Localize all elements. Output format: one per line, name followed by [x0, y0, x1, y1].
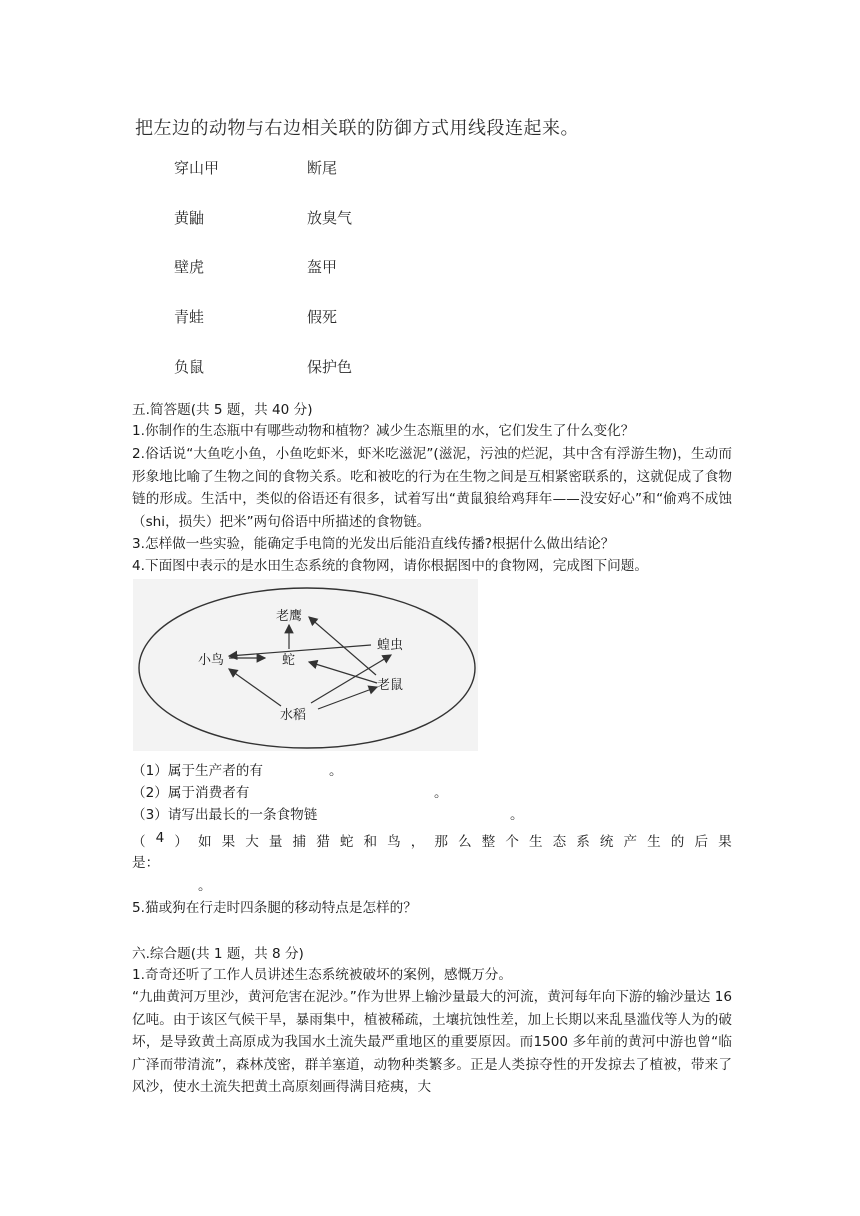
subquestion-2: （2）属于消费者有 — [132, 785, 250, 801]
subquestion-4-char: 4 — [155, 830, 165, 846]
subquestion-4-period: 。 — [198, 878, 212, 894]
defense-item: 放臭气 — [307, 209, 353, 227]
node-locust: 蝗虫 — [377, 638, 404, 653]
animal-item: 负鼠 — [174, 358, 205, 376]
node-rice: 水稻 — [280, 708, 307, 723]
subquestion-4-char: （ — [132, 834, 146, 850]
subquestion-4-char: 鸟 — [387, 834, 401, 850]
subquestion-4-char: 后 — [694, 834, 709, 850]
subquestion-4-char: 么 — [458, 834, 472, 850]
subquestion-4-char: 大 — [245, 834, 259, 850]
question-1: 1.你制作的生态瓶中有哪些动物和植物？减少生态瓶里的水，它们发生了什么变化？ — [132, 423, 635, 439]
subquestion-4-char: 和 — [363, 834, 378, 850]
subquestion-4-char: 个 — [505, 834, 519, 850]
subquestion-1: （1）属于生产者的有 — [132, 763, 263, 779]
subquestion-4-char: ， — [410, 834, 425, 850]
animal-item: 壁虎 — [174, 258, 205, 276]
node-mouse: 老鼠 — [377, 678, 404, 693]
subquestion-4-char: 那 — [434, 834, 448, 850]
node-snake: 蛇 — [282, 653, 296, 668]
section6-question-1: 1.奇奇还听了工作人员讲述生态系统被破坏的案例，感慨万分。 — [132, 967, 512, 983]
subquestion-4-char: 产 — [623, 834, 638, 850]
question-5: 5.猫或狗在行走时四条腿的移动特点是怎样的？ — [132, 900, 417, 916]
arrow-rice-bird — [229, 669, 281, 706]
subquestion-4-char: 整 — [481, 834, 496, 850]
matching-instruction: 把左边的动物与右边相关联的防御方式用线段连起来。 — [135, 118, 579, 139]
section5-heading: 五.简答题(共 5 题，共 40 分) — [132, 402, 313, 418]
defense-item: 假死 — [307, 308, 338, 326]
arrow-rice-mouse — [318, 687, 377, 709]
arrow-mouse-snake — [309, 662, 377, 683]
arrow-mouse-eagle — [309, 617, 376, 675]
question-2: 2.俗话说“大鱼吃小鱼，小鱼吃虾米，虾米吃滋泥”(滋泥，污浊的烂泥，其中含有浮游生物)，生动而形象地比喻了生物之间的食物关系。吃和被吃的行为在生物之间是互相紧密联系的，这就促成了食物链的形成。生活中，类似的俗语还有很多，试着写出“黄鼠狼给鸡拜年——没安好心”和“偷鸡不成蚀（shi，损失）把米”两句俗语中所描述的食物链。 — [132, 446, 732, 530]
subquestion-4-char: 生 — [647, 834, 661, 850]
ecosystem-ellipse — [139, 588, 475, 748]
subquestion-4-char: 果 — [718, 834, 732, 850]
subquestion-4-char: 如 — [197, 834, 212, 850]
subquestion-1-period: 。 — [329, 763, 343, 779]
subquestion-4-char: 统 — [599, 834, 614, 850]
subquestion-4-end: 是： — [132, 855, 160, 871]
animal-item: 青蛙 — [174, 308, 205, 326]
subquestion-4-char: 生 — [528, 834, 543, 850]
subquestion-4-char: 猎 — [316, 834, 330, 850]
subquestion-4-char: 量 — [268, 834, 283, 850]
subquestion-4-char: 系 — [576, 834, 590, 850]
defense-item: 保护色 — [307, 358, 353, 376]
defense-item: 盔甲 — [307, 258, 338, 276]
subquestion-2-period: 。 — [434, 785, 448, 801]
subquestion-4-char: 捕 — [292, 834, 307, 850]
arrow-locust-bird — [229, 645, 371, 656]
subquestion-3: （3）请写出最长的一条食物链 — [132, 807, 318, 823]
question-3: 3.怎样做一些实验，能确定手电筒的光发出后能沿直线传播?根据什么做出结论？ — [132, 536, 615, 552]
subquestion-4-char: 的 — [670, 834, 685, 850]
subquestion-4-char: 态 — [552, 834, 567, 850]
subquestion-4-line — [132, 830, 732, 850]
section6-heading: 六.综合题(共 1 题，共 8 分) — [132, 946, 304, 962]
animal-item: 穿山甲 — [174, 159, 220, 177]
food-web-diagram — [133, 579, 478, 751]
subquestion-4-char: 果 — [221, 834, 236, 850]
question-4: 4.下面图中表示的是水田生态系统的食物网，请你根据图中的食物网，完成图下问题。 — [132, 558, 648, 574]
defense-item: 断尾 — [307, 159, 338, 177]
subquestion-3-period: 。 — [510, 807, 524, 823]
node-eagle: 老鹰 — [276, 609, 303, 624]
subquestion-4-char: 蛇 — [339, 834, 354, 850]
section6-passage: “九曲黄河万里沙，黄河危害在泥沙。”作为世界上输沙量最大的河流，黄河每年向下游的输沙量达 16 亿吨。由于该区气候干旱，暴雨集中，植被稀疏，土壤抗蚀性差，加上长期以来乱垦滥伐等人为的破坏，是导致黄土高原成为我国水土流失最严重地区的重要原因。而1500 多年前的黄河中游也曾“临广泽而带清流”，森林茂密，群羊塞道，动物种类繁多。正是人类掠夺性的开发掠去了植被，带来了风沙，使水土流失把黄土高原刻画得满目疮痍，大 — [132, 989, 732, 1095]
node-bird: 小鸟 — [198, 653, 225, 668]
subquestion-4-char: ） — [174, 834, 188, 850]
animal-item: 黄鼬 — [174, 209, 205, 227]
